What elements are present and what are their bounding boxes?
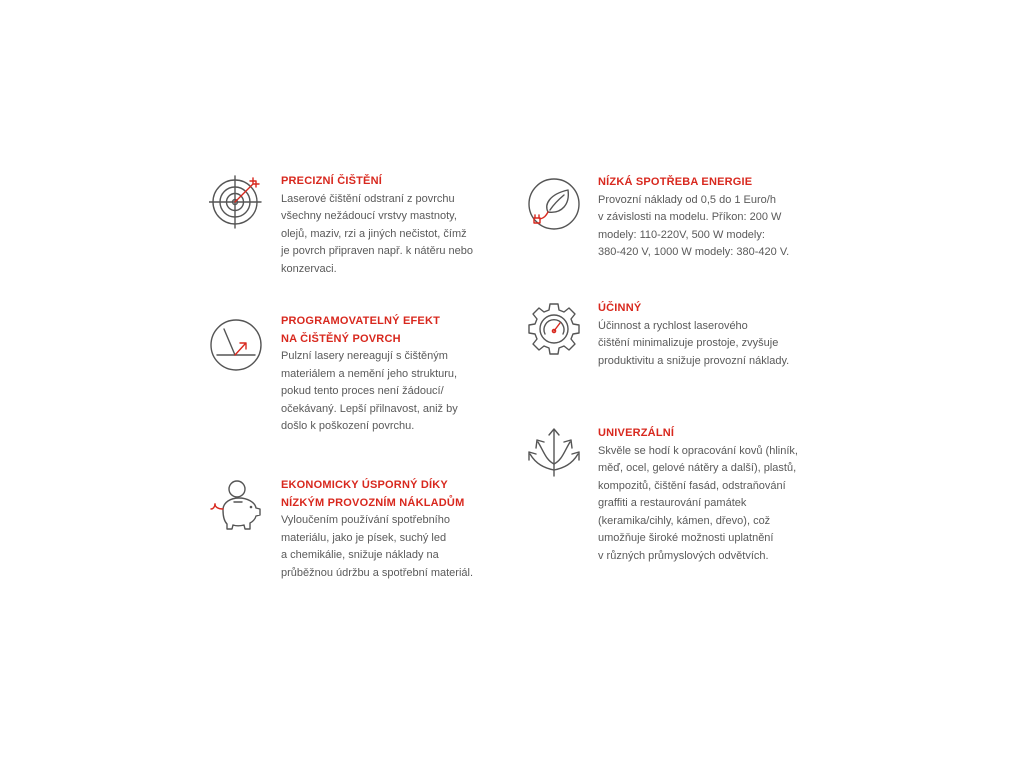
arrows-spread-icon — [526, 424, 582, 480]
title-line: ÚČINNÝ — [598, 302, 642, 314]
description-line: produktivitu a snižuje provozní náklady. — [598, 354, 790, 367]
description-line: umožňuje široké možnosti uplatnění — [598, 532, 774, 544]
title-line: PRECIZNÍ ČIŠTĚNÍ — [281, 175, 382, 187]
description-line: měď, ocel, gelové nátěry a další), plastů, — [598, 462, 797, 474]
description-line: všechny nežádoucí vrstvy mastnoty, — [281, 210, 457, 222]
description-line: Pulzní lasery nereagují s čištěným — [281, 350, 448, 362]
description-line: v různých průmyslových odvětvích. — [598, 549, 769, 562]
description-line: čištění minimalizuje prostoje, zvyšuje — [598, 337, 779, 349]
feature-title — [281, 313, 458, 348]
description-line: pokud tento proces není žádoucí/ — [281, 385, 444, 397]
eco-leaf-plug-icon — [526, 176, 582, 232]
feature-description — [598, 318, 789, 371]
description-line: došlo k poškození povrchu. — [281, 420, 415, 432]
description-line: kompozitů, čištění fasád, odstraňování — [598, 479, 786, 492]
feature-title — [281, 173, 473, 191]
description-line: Provozní náklady od 0,5 do 1 Euro/h — [598, 193, 776, 206]
description-line: je povrch připraven např. k nátěru nebo — [281, 245, 474, 257]
laser-surface-icon — [209, 317, 265, 373]
feature-description — [281, 191, 473, 279]
title-line: NÍZKÝM PROVOZNÍM NÁKLADŮM — [281, 496, 465, 509]
description-line: materiálu, jako je písek, suchý led — [281, 531, 447, 544]
description-line: Laserové čištění odstraní z povrchu — [281, 192, 455, 205]
feature-title — [281, 477, 473, 512]
title-line: NÍZKÁ SPOTŘEBA ENERGIE — [598, 176, 753, 188]
description-line: Vyloučením používání spotřebního — [281, 514, 450, 526]
description-line: materiálem a nemění jeho strukturu, — [281, 367, 458, 380]
feature-description — [598, 192, 789, 262]
description-line: Účinnost a rychlost laserového — [598, 319, 748, 332]
title-line: UNIVERZÁLNÍ — [598, 427, 675, 439]
description-line: graffiti a restaurování památek — [598, 497, 747, 509]
gear-speedometer-icon — [526, 301, 582, 357]
feature-description — [281, 348, 458, 436]
title-line: EKONOMICKY ÚSPORNÝ DÍKY — [281, 479, 448, 491]
description-line: v závislosti na modelu. Příkon: 200 W — [598, 211, 782, 223]
piggy-bank-icon — [209, 478, 265, 534]
feature-description — [281, 512, 473, 582]
description-line: modely: 110-220V, 500 W modely: — [598, 228, 765, 241]
description-line: průběžnou údržbu a spotřební materiál. — [281, 566, 474, 579]
description-line: očekávaný. Lepší přilnavost, aniž by — [281, 402, 458, 415]
description-line: Skvěle se hodí k opracování kovů (hliník, — [598, 444, 798, 457]
description-line: konzervaci. — [281, 262, 337, 275]
feature-title — [598, 300, 789, 318]
feature-title — [598, 425, 798, 443]
description-line: a chemikálie, snižuje náklady na — [281, 549, 439, 561]
feature-title — [598, 174, 789, 192]
title-line: PROGRAMOVATELNÝ EFEKT — [281, 315, 441, 327]
description-line: olejů, maziv, rzi a jiných nečistot, čímž — [281, 227, 467, 240]
feature-description — [598, 443, 798, 566]
title-line: NA ČIŠTĚNÝ POVRCH — [281, 332, 401, 345]
description-line: 380-420 V, 1000 W modely: 380-420 V. — [598, 246, 790, 258]
target-icon — [209, 174, 265, 230]
description-line: (keramika/cihly, kámen, dřevo), což — [598, 514, 771, 527]
